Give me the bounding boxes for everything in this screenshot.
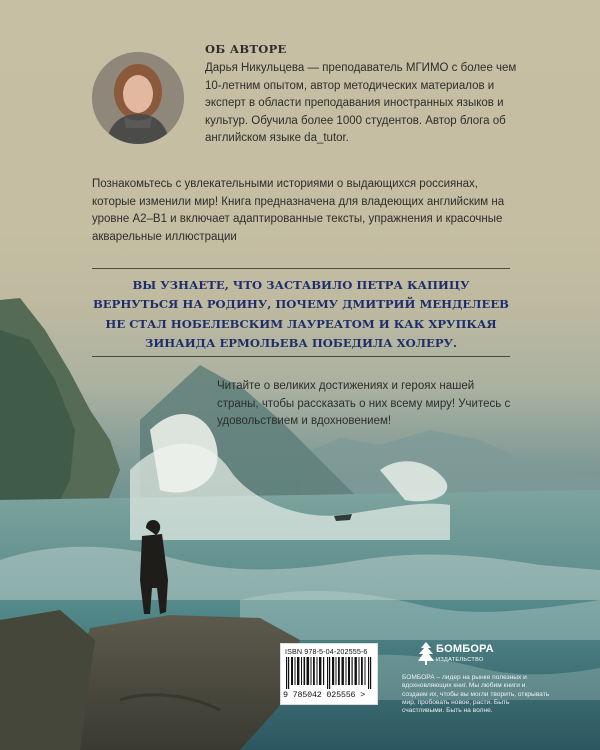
about-author-heading: ОБ АВТОРЕ	[205, 42, 287, 56]
author-photo	[92, 52, 184, 144]
isbn-number: ISBN 978-5-04-202555-6	[285, 647, 368, 656]
about-author-text: Дарья Никульцева — преподаватель МГИМО с более чем 10-летним опытом, автор методических материалов и эксперт в области преподавания иностранных языков и культур. Обучила более 1000 студентов. Автор блога об английском языке da_tutor.	[205, 62, 517, 145]
highlight-top-divider	[92, 268, 510, 269]
publisher-description: БОМБОРА – лидер на рынке полезных и вдохновляющих книг. Мы любим книги и создаем их, чтобы вы могли творить, открывать мир, пробовать новое, расти. Быть счастливыми. Быть на волне.	[402, 674, 550, 715]
publisher-subtitle: ИЗДАТЕЛЬСТВО	[436, 657, 484, 663]
barcode-bars	[285, 657, 373, 689]
publisher-name: БОМБОРА	[436, 643, 494, 655]
isbn-barcode	[280, 643, 378, 705]
book-description: Познакомьтесь с увлекательными историями о выдающихся россиянах, которые изменили мир! Книга предназначена для владеющих английским на уровне A2–B1 и включает адаптированные тексты, упражнения и красочные акварельные иллюстрации	[92, 178, 505, 243]
closing-call-to-action: Читайте о великих достижениях и героях нашей страны, чтобы рассказать о них всему миру! Учитесь с удовольствием и вдохновением!	[217, 380, 511, 428]
highlight-bottom-divider	[92, 356, 510, 357]
highlight-statement: ВЫ УЗНАЕТЕ, ЧТО ЗАСТАВИЛО ПЕТРА КАПИЦУ ВЕРНУТЬСЯ НА РОДИНУ, ПОЧЕМУ ДМИТРИЙ МЕНДЕЛЕЕВ НЕ СТАЛ НОБЕЛЕВСКИМ ЛАУРЕАТОМ И КАК ХРУПКАЯ ЗИНАИДА ЕРМОЛЬЕВА ПОБЕДИЛА ХОЛЕРУ.	[93, 278, 509, 351]
barcode-digits: 9 785042 025556 >	[283, 690, 366, 700]
